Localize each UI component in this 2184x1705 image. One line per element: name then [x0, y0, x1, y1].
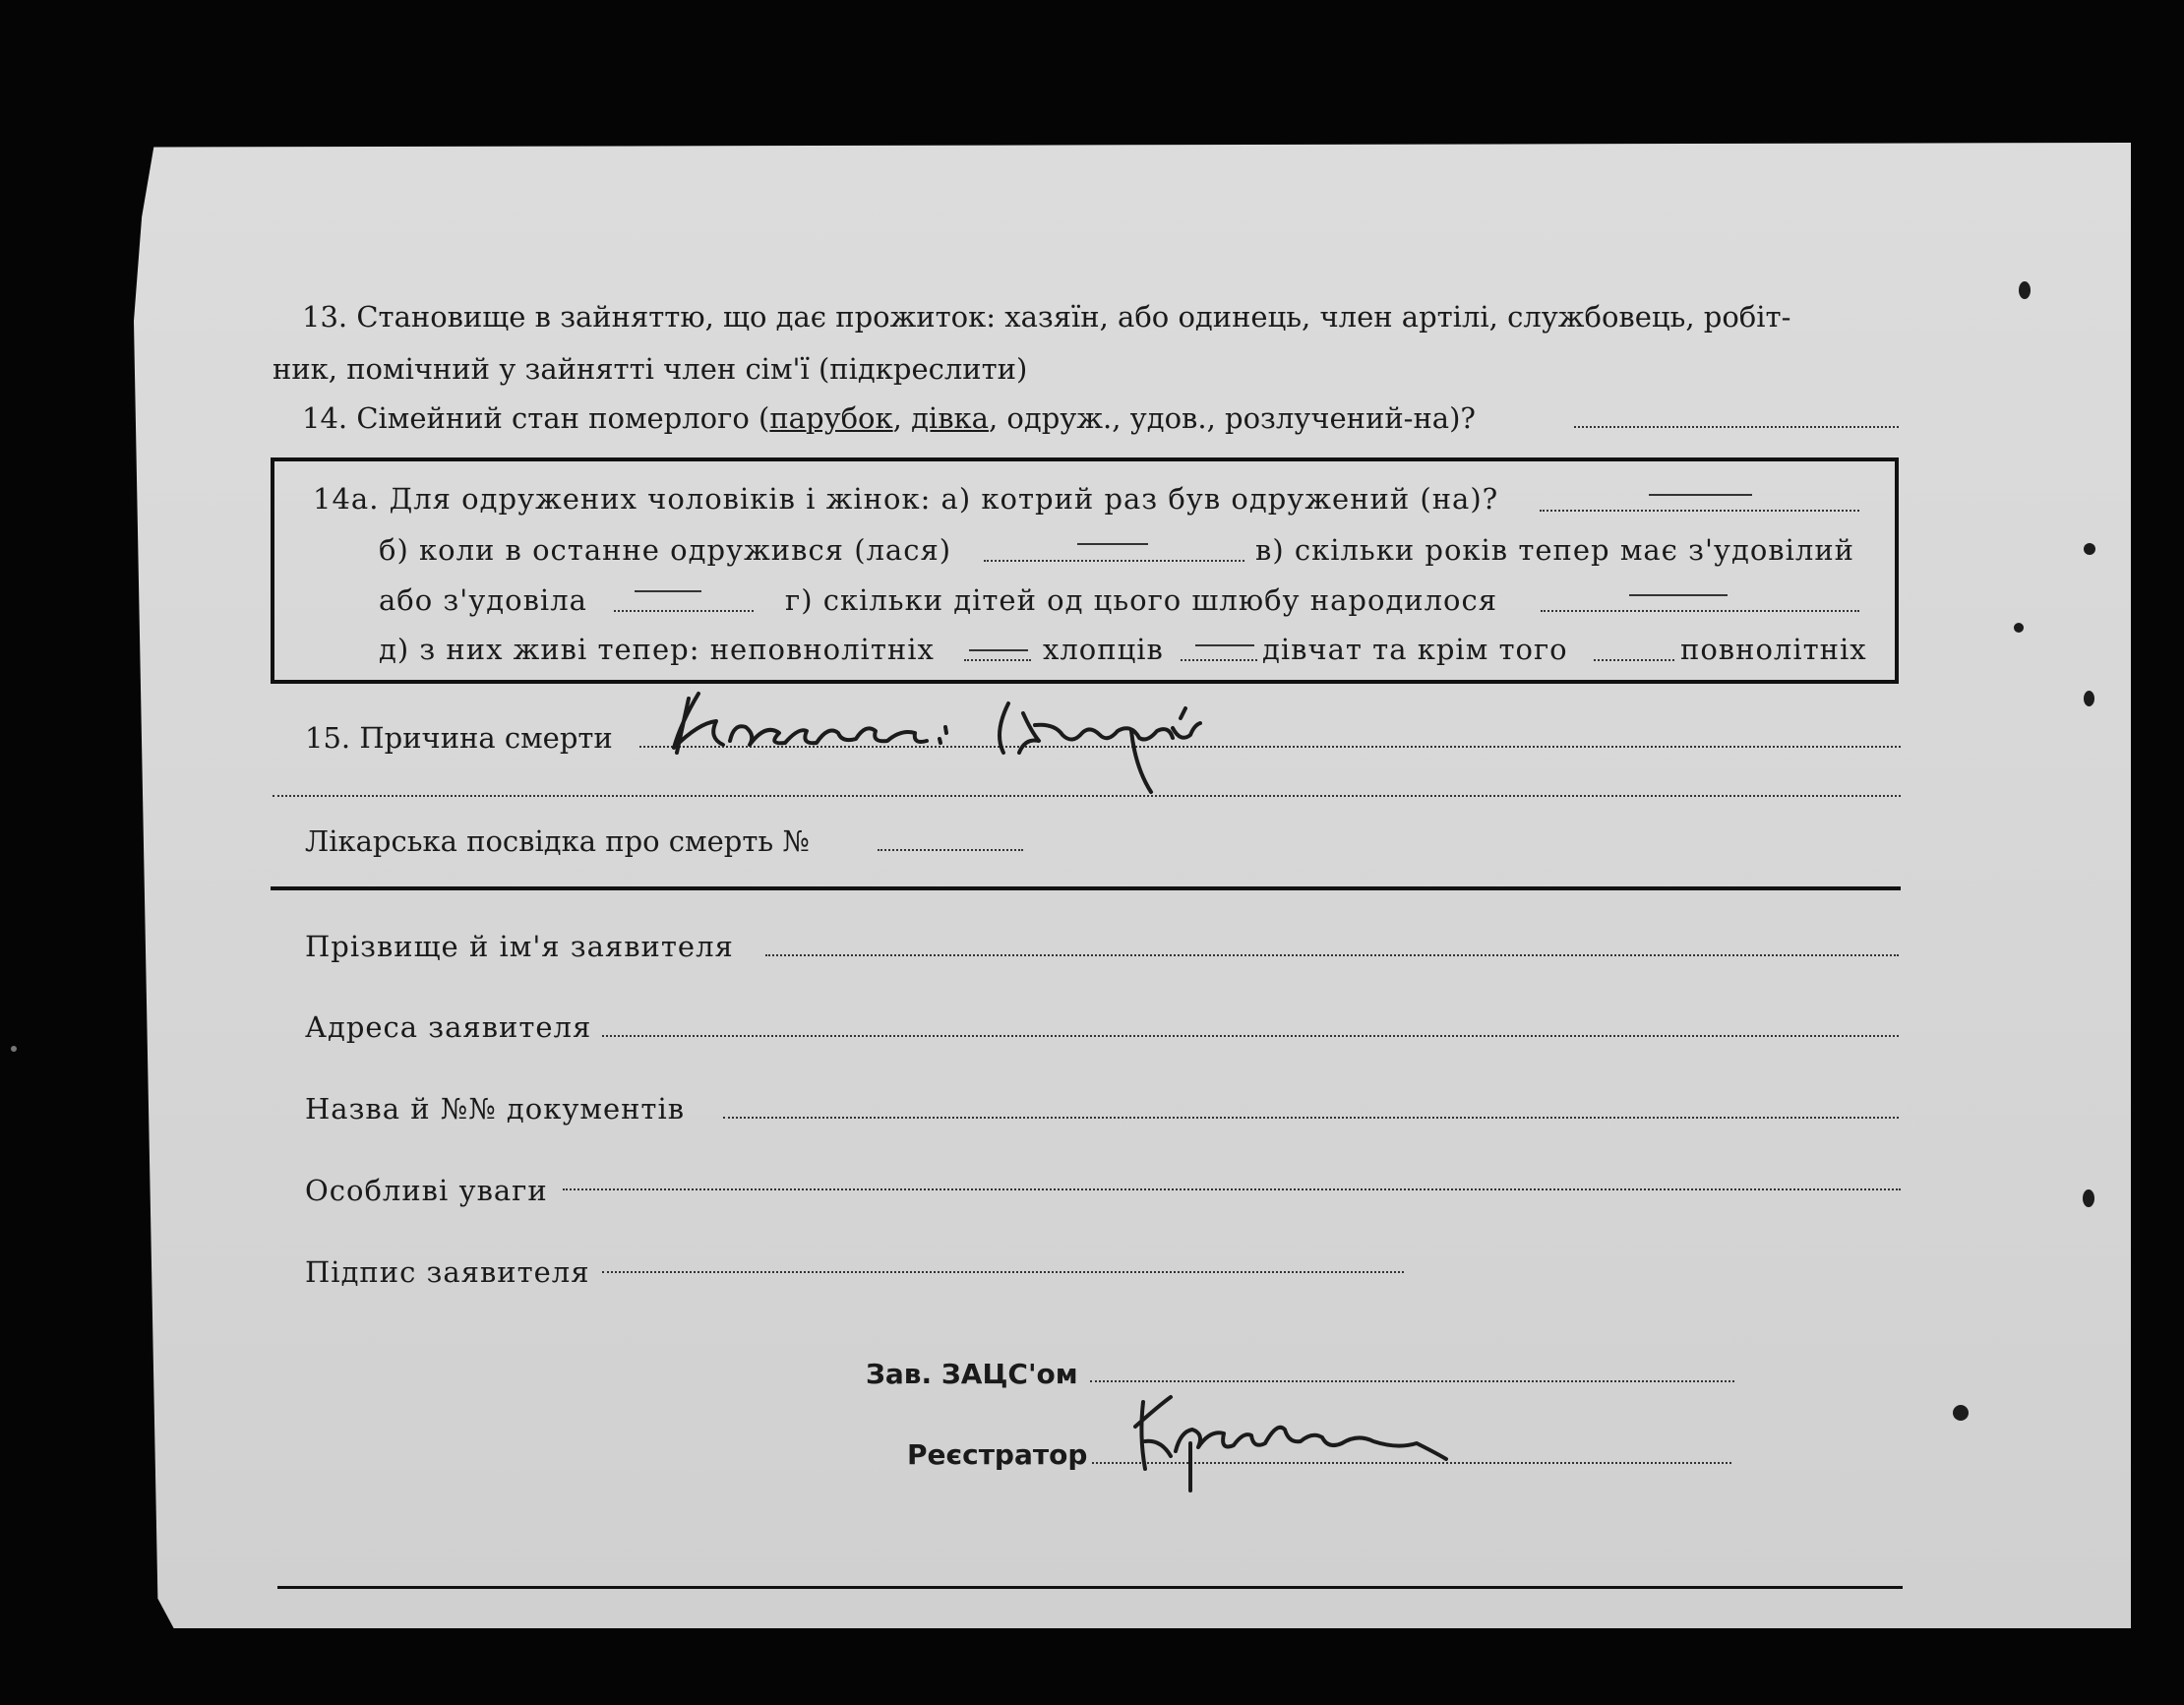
speck: [2019, 281, 2031, 299]
bottom-rule: [277, 1586, 1903, 1589]
head-label: Зав. ЗАЦС'ом: [866, 1358, 1078, 1390]
q14-rest: , одруж., удов., розлучений-на)?: [988, 401, 1476, 435]
box-answer-g: [1541, 610, 1859, 612]
medical-cert-label: Лікарська посвідка про смерть №: [305, 824, 810, 858]
dash-b: [1077, 543, 1148, 545]
applicant-signature-field: [602, 1271, 1404, 1273]
box-answer-minors: [964, 659, 1031, 661]
box-line2b: в) скільки років тепер має з'удовілий: [1255, 533, 1854, 567]
applicant-name-label: Прізвище й ім'я заявителя: [305, 930, 734, 963]
box-line3b: г) скільки дітей од цього шлюбу народилося: [785, 583, 1498, 617]
speck: [1953, 1405, 1969, 1421]
q14-prefix: 14. Сімейний стан померлого (: [302, 401, 770, 435]
box-line4a: д) з них живі тепер: неповнолітніх: [379, 633, 935, 666]
registrar-label: Реєстратор: [907, 1438, 1088, 1471]
dash-g: [1629, 594, 1728, 596]
dash-minors: [969, 649, 1028, 651]
box-answer-a: [1540, 510, 1859, 512]
q13-line1: 13. Становище в зайняттю, що дає прожиток: хазяїн, або одинець, член артілі, службовець, робіт-: [302, 300, 1791, 334]
speck: [2014, 623, 2024, 633]
speck: [2084, 691, 2094, 706]
q15-label: 15. Причина смерти: [305, 721, 613, 755]
section-rule: [271, 886, 1901, 890]
q14-option-parubok: парубок: [769, 401, 893, 435]
notes-field: [563, 1188, 1901, 1190]
speck: [2083, 1189, 2094, 1207]
speck: [2084, 543, 2095, 555]
q14-sep: ,: [892, 401, 912, 435]
documents-label: Назва й №№ документів: [305, 1092, 686, 1126]
box-answer-girls: [1594, 659, 1674, 661]
speck: [11, 1046, 17, 1052]
dash-boys: [1195, 644, 1254, 646]
box-answer-boys: [1181, 659, 1257, 661]
box-answer-b: [984, 560, 1244, 562]
dash-a: [1649, 494, 1752, 496]
q14-line: [302, 401, 1476, 435]
box-line1: 14а. Для одружених чоловіків і жінок: а) котрий раз був одружений (на)?: [313, 482, 1499, 516]
applicant-address-field: [602, 1035, 1899, 1037]
box-line4c: дівчат та крім того: [1262, 633, 1568, 666]
box-line2a: б) коли в останне одружився (лася): [379, 533, 952, 567]
notes-label: Особливі уваги: [305, 1174, 548, 1207]
applicant-signature-label: Підпис заявителя: [305, 1255, 590, 1289]
q13-line2: ник, помічний у зайнятті член сім'ї (підкреслити): [273, 352, 1028, 386]
documents-field: [723, 1117, 1899, 1119]
cause-of-death-handwriting: [669, 684, 1308, 802]
dash-v: [635, 590, 701, 592]
box-answer-v: [614, 610, 754, 612]
box-line3a: або з'удовіла: [379, 583, 587, 617]
medical-cert-answer: [878, 849, 1023, 851]
applicant-name-field: [765, 954, 1899, 956]
box-line4d: повнолітніх: [1680, 633, 1867, 666]
registrar-signature: [1122, 1382, 1456, 1500]
box-line4b: хлопців: [1043, 633, 1164, 666]
applicant-address-label: Адреса заявителя: [305, 1010, 592, 1044]
q14-option-divka: дівка: [911, 401, 989, 435]
q14-answer-line: [1574, 426, 1899, 428]
